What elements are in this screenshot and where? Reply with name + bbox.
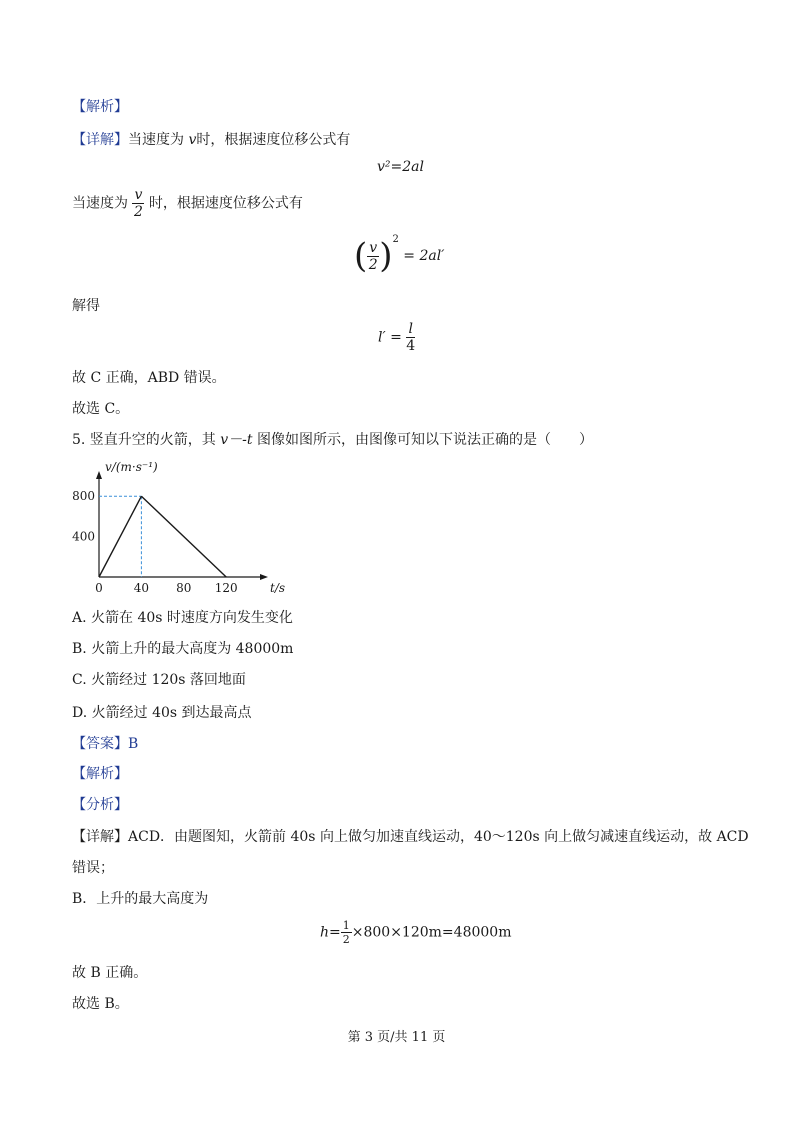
frac-den: 4 [406,338,416,354]
y-axis-label: v/(m·s⁻¹) [105,460,158,474]
frac-num: v [134,187,143,203]
b-line: B．上升的最大高度为 [72,891,209,907]
jiexi-heading-2: 【解析】 [72,766,128,782]
line-2 [72,188,303,219]
text-fragment: 当速度为 [128,132,184,148]
fenxi-heading: 【分析】 [72,797,128,813]
eq-h-rest: ×800×120m=48000m [351,924,512,941]
conclusion-1: 故 C 正确，ABD 错误。 [72,370,226,386]
option-b: B. 火箭上升的最大高度为 48000m [72,641,294,657]
jiede-1: 解得 [72,298,100,314]
eq2-rhs: = 2al′ [403,248,445,264]
eq3-lhs: l′ = [378,329,402,346]
option-c: C. 火箭经过 120s 落回地面 [72,672,246,688]
text-fragment: 当速度为 [72,195,128,212]
eq-h-lhs: h= [320,924,341,941]
choice-2: 故选 B。 [72,996,129,1012]
series-segment [141,496,226,577]
vt-symbol: v－-t [220,432,253,448]
b-correct: 故 B 正确。 [72,965,148,981]
frac-num: 1 [342,919,350,932]
eq-h-fraction [341,920,352,945]
xiangjie-line-1 [72,129,350,149]
eq3-fraction [406,322,415,353]
equation-h [320,920,511,945]
option-d: D. 火箭经过 40s 到达最高点 [72,705,252,721]
series-segment [99,496,141,577]
xiangjie-label: 【详解】 [72,132,128,148]
exponent: 2 [392,234,399,245]
equation-3 [378,322,415,353]
fraction-v-over-2 [132,188,144,219]
frac-num: v [369,239,378,256]
frac-den: 2 [342,933,350,946]
frac-num: l [408,321,413,337]
answer-heading: 【答案】B [72,736,139,752]
eq2-fraction [367,241,379,272]
x-tick-label: 80 [176,581,192,595]
text-fragment: 图像如图所示，由图像可知以下说法正确的是（ ） [256,432,593,448]
frac-den: 2 [368,256,378,273]
text-fragment: 5. 竖直升空的火箭，其 [72,432,216,448]
option-a: A. 火箭在 40s 时速度方向发生变化 [72,610,293,626]
choice-1: 故选 C。 [72,401,130,417]
x-axis-label: t/s [270,581,286,595]
text-fragment: 时，根据速度位移公式有 [196,132,351,148]
equation-2: ( $\frac{v}{2}$ )$^2$ = 2al′ [354,234,445,276]
xiangjie-2-cont: 错误； [72,860,114,876]
x-tick-label: 120 [214,581,238,595]
equation-1: v²=2al [377,159,424,175]
x-axis-arrow [260,574,268,580]
question-5 [72,429,593,449]
x-tick-label: 0 [95,581,103,595]
frac-den: 2 [133,204,143,220]
jiexi-heading-1: 【解析】 [72,99,128,115]
xiangjie-2: 【详解】ACD．由题图知，火箭前 40s 向上做匀加速直线运动，40～120s 向上做匀减速直线运动，故 ACD [72,829,749,845]
symbol-v: v [188,132,197,148]
y-axis-arrow [96,471,102,479]
text-fragment: 时，根据速度位移公式有 [148,195,303,212]
y-tick-label: 800 [72,489,95,504]
vt-graph [60,455,286,600]
page-footer: 第 3 页/共 11 页 [347,1030,446,1045]
y-tick-label: 400 [72,529,95,544]
x-tick-label: 40 [133,581,150,595]
